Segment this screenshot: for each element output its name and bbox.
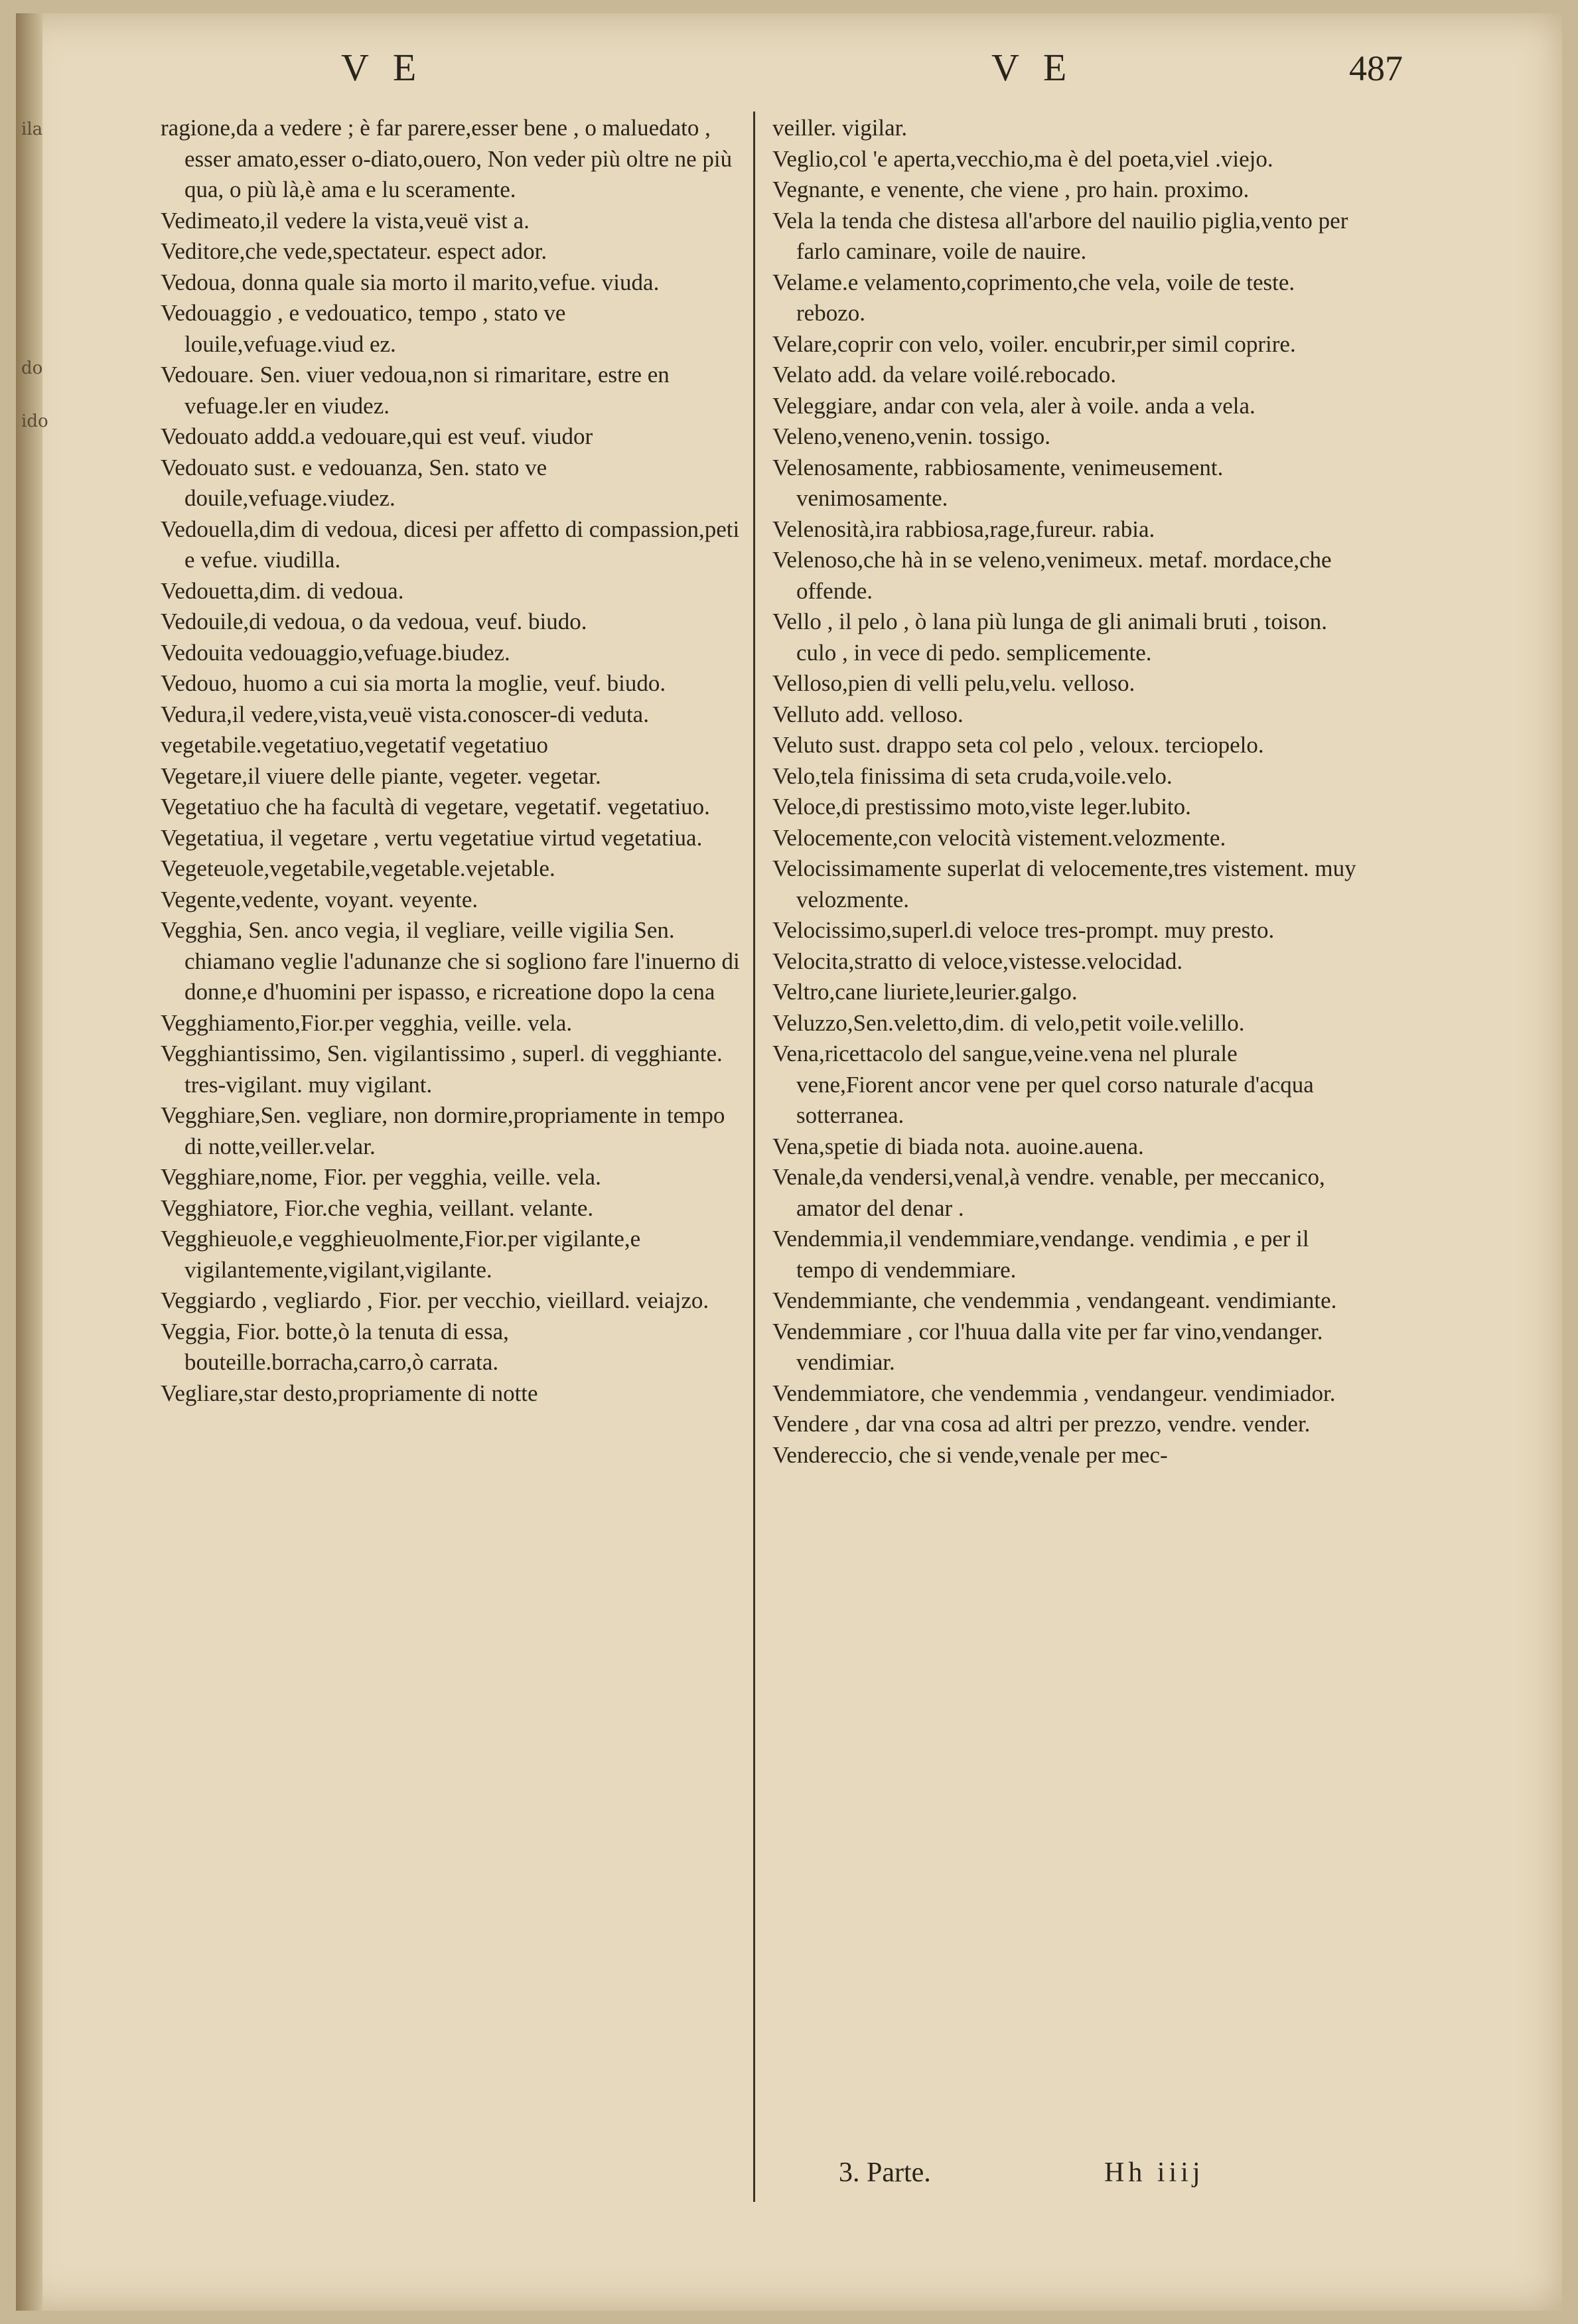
dictionary-entry: Velocemente,con velocità vistement.velozmente.: [772, 824, 1226, 851]
margin-mark: ido: [21, 411, 48, 431]
dictionary-entry: Veluto sust. drappo seta col pelo , veloux. terciopelo.: [772, 732, 1264, 758]
dictionary-entry: Vena,ricettacolo del sangue,veine.vena nel plurale vene,Fiorent ancor vene per quel corso naturale d'acqua sotterranea.: [772, 1041, 1314, 1128]
dictionary-entry: Vendemmia,il vendemmiare,vendange. vendimia , e per il tempo di vendemmiare.: [772, 1226, 1309, 1283]
dictionary-entry: Vello , il pelo , ò lana più lunga de gli animali bruti , toison. culo , in vece di pedo. semplicemente.: [772, 609, 1327, 666]
book-page: [16, 13, 1562, 2311]
dictionary-entry: Vedouare. Sen. viuer vedoua,non si rimaritare, estre en vefuage.ler en viudez.: [161, 362, 670, 419]
dictionary-entry: Vedoua, donna quale sia morto il marito,vefue. viuda.: [161, 269, 660, 295]
dictionary-entry: Veleno,veneno,venin. tossigo.: [772, 423, 1050, 449]
dictionary-entry: Vegente,vedente, voyant. veyente.: [161, 886, 478, 912]
dictionary-entry: Vedura,il vedere,vista,veuë vista.conoscer-di veduta.: [161, 701, 649, 727]
dictionary-entry: Veluzzo,Sen.veletto,dim. di velo,petit voile.velillo.: [772, 1009, 1245, 1036]
dictionary-entry: Vegetare,il viuere delle piante, vegeter. vegetar.: [161, 763, 601, 789]
dictionary-entry: veiller. vigilar.: [772, 115, 908, 141]
dictionary-entry: Vegnante, e venente, che viene , pro hain. proximo.: [772, 177, 1250, 202]
dictionary-entry: Veggia, Fior. botte,ò la tenuta di essa, bouteille.borracha,carro,ò carrata.: [161, 1318, 509, 1375]
page-number: 487: [1349, 48, 1403, 88]
dictionary-entry: Velocita,stratto di veloce,vistesse.velocidad.: [772, 948, 1183, 974]
signature-mark: Hh iiij: [1104, 2157, 1204, 2188]
dictionary-entry: Veloce,di prestissimo moto,viste leger.lubito.: [772, 794, 1191, 820]
dictionary-entry: Vegghiantissimo, Sen. vigilantissimo , superl. di vegghiante. tres-vigilant. muy vigilant.: [161, 1041, 723, 1098]
dictionary-entry: ragione,da a vedere ; è far parere,esser bene , o maluedato , esser amato,esser o-diato,ouero, Non veder più oltre ne più qua, o più là,è ama e lu sceramente.: [161, 115, 733, 202]
dictionary-entry: vegetabile.vegetatiuo,vegetatif vegetatiuo: [161, 732, 549, 758]
dictionary-entry: Velame.e velamento,coprimento,che vela, voile de teste. rebozo.: [772, 269, 1295, 326]
column-divider: [753, 111, 755, 2202]
dictionary-entry: Velenosamente, rabbiosamente, venimeusement. venimosamente.: [772, 454, 1224, 511]
dictionary-entry: Vegetatiua, il vegetare , vertu vegetatiue virtud vegetatiua.: [161, 824, 703, 851]
dictionary-entry: Velato add. da velare voilé.rebocado.: [772, 362, 1116, 388]
dictionary-entry: Vegghiare,nome, Fior. per vegghia, veille. vela.: [161, 1164, 601, 1190]
dictionary-entry: Vela la tenda che distesa all'arbore del nauilio piglia,vento per farlo caminare, voile de nauire.: [772, 207, 1348, 264]
dictionary-entry: Vegliare,star desto,propriamente di notte: [161, 1380, 538, 1406]
dictionary-entry: Vegeteuole,vegetabile,vegetable.vejetable.: [161, 855, 555, 881]
dictionary-entry: Vedouaggio , e vedouatico, tempo , stato ve louile,vefuage.viud ez.: [161, 300, 566, 357]
dictionary-entry: Velo,tela finissima di seta cruda,voile.velo.: [772, 763, 1173, 789]
dictionary-entry: Vedouo, huomo a cui sia morta la moglie, veuf. biudo.: [161, 670, 666, 696]
dictionary-entry: Vena,spetie di biada nota. auoine.auena.: [772, 1133, 1144, 1159]
dictionary-entry: Vegghiatore, Fior.che veghia, veillant. velante.: [161, 1195, 594, 1221]
dictionary-entry: Vedouella,dim di vedoua, dicesi per affetto di compassion,peti e vefue. viudilla.: [161, 516, 740, 573]
dictionary-entry: Vedouato addd.a vedouare,qui est veuf. viudor: [161, 423, 593, 449]
dictionary-entry: Vegghia, Sen. anco vegia, il vegliare, veille vigilia Sen. chiamano veglie l'adunanze che si sogliono fare l'inuerno di donne,e d'huomini per ispasso, e ricreatione dopo la cena: [161, 917, 740, 1005]
dictionary-entry: Veggiardo , vegliardo , Fior. per vecchio, vieillard. veiajzo.: [161, 1287, 709, 1313]
dictionary-entry: Vegghiamento,Fior.per vegghia, veille. vela.: [161, 1009, 573, 1036]
dictionary-entry: Velloso,pien di velli pelu,velu. velloso.: [772, 670, 1135, 696]
dictionary-entry: Veleggiare, andar con vela, aler à voile. anda a vela.: [772, 392, 1255, 419]
dictionary-entry: Velocissimamente superlat di velocemente,tres vistement. muy velozmente.: [772, 855, 1356, 912]
dictionary-entry: Vegghiare,Sen. vegliare, non dormire,propriamente in tempo di notte,veiller.velar.: [161, 1102, 725, 1159]
footer-part: 3. Parte.: [839, 2157, 931, 2188]
margin-mark: do: [21, 358, 43, 378]
left-column: [161, 113, 745, 1409]
dictionary-entry: Velocissimo,superl.di veloce tres-prompt. muy presto.: [772, 917, 1275, 943]
dictionary-entry: Veglio,col 'e aperta,vecchio,ma è del poeta,viel .viejo.: [772, 145, 1273, 172]
dictionary-entry: Venale,da vendersi,venal,à vendre. venable, per meccanico, amator del denar .: [772, 1164, 1325, 1221]
dictionary-entry: Vedimeato,il vedere la vista,veuë vist a.: [161, 207, 530, 234]
dictionary-entry: Vendemmiante, che vendemmia , vendangeant. vendimiante.: [772, 1287, 1337, 1313]
dictionary-entry: Velenoso,che hà in se veleno,venimeux. metaf. mordace,che offende.: [772, 547, 1332, 604]
dictionary-entry: Vegghieuole,e vegghieuolmente,Fior.per vigilante,e vigilantemente,vigilant,vigilante.: [161, 1226, 641, 1283]
dictionary-entry: Vedouita vedouaggio,vefuage.biudez.: [161, 639, 510, 666]
dictionary-entry: Velenosità,ira rabbiosa,rage,fureur. rabia.: [772, 516, 1155, 542]
running-head-left: VE: [341, 46, 441, 89]
dictionary-entry: Velare,coprir con velo, voiler. encubrir,per simil coprire.: [772, 330, 1296, 357]
dictionary-entry: Vendere , dar vna cosa ad altri per prezzo, vendre. vender.: [772, 1411, 1311, 1437]
dictionary-entry: Veditore,che vede,spectateur. espect ador.: [161, 238, 547, 264]
dictionary-entry: Velluto add. velloso.: [772, 701, 964, 727]
margin-mark: ila: [21, 119, 43, 139]
dictionary-entry: Vendemmiatore, che vendemmia , vendangeur. vendimiador.: [772, 1380, 1336, 1406]
dictionary-entry: Vegetatiuo che ha facultà di vegetare, vegetatif. vegetatiuo.: [161, 794, 710, 820]
dictionary-entry: Vendereccio, che si vende,venale per mec-: [772, 1441, 1168, 1468]
dictionary-entry: Vedouetta,dim. di vedoua.: [161, 577, 404, 604]
dictionary-entry: Veltro,cane liuriete,leurier.galgo.: [772, 979, 1078, 1005]
right-column: [772, 113, 1356, 1471]
dictionary-entry: Vedouato sust. e vedouanza, Sen. stato ve douile,vefuage.viudez.: [161, 454, 547, 511]
dictionary-entry: Vedouile,di vedoua, o da vedoua, veuf. biudo.: [161, 609, 587, 634]
running-head-right: VE: [991, 46, 1091, 89]
dictionary-entry: Vendemmiare , cor l'huua dalla vite per far vino,vendanger. vendimiar.: [772, 1318, 1323, 1375]
